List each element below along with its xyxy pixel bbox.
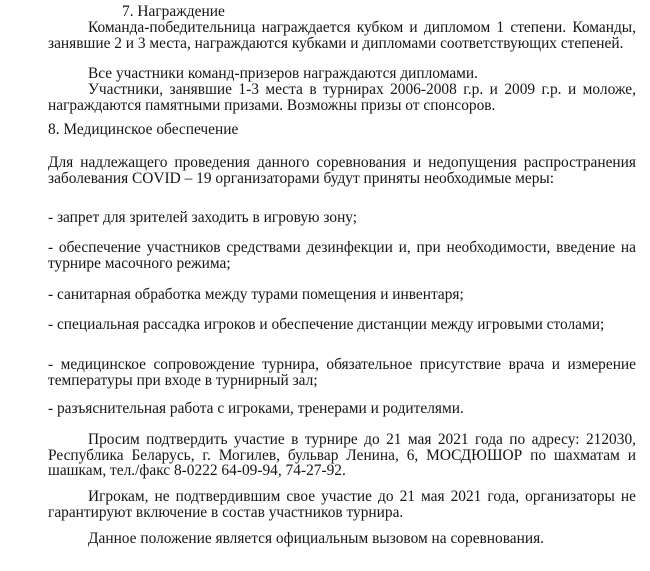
measure-item: - санитарная обработка между турами помещения и инвентаря; — [48, 286, 464, 303]
section-7-paragraph-3: Участники, занявшие 1-3 места в турнирах 2006-2008 г.р. и 2009 г.р. и моложе, награждаются памятными призами. Возможны призы от спонсоров. — [48, 81, 636, 114]
official-call-paragraph: Данное положение является официальным вызовом на соревнования. — [88, 530, 545, 547]
confirmation-paragraph: Просим подтвердить участие в турнире до 21 мая 2021 года по адресу: 212030, Республика Беларусь, г. Могилев, бульвар Ленина, 6, МОСДЮШОР по шахматам и шашкам, тел./факс 8-0222 64-09-94, 74-27-92. — [48, 431, 636, 480]
warning-paragraph: Игрокам, не подтвердившим свое участие до 21 мая 2021 года, организаторы не гарантируют включение в состав участников турнира. — [48, 488, 636, 521]
measure-item: - медицинское сопровождение турнира, обязательное присутствие врача и измерение температуры при входе в турнирный зал; — [48, 356, 636, 389]
measure-item: - специальная рассадка игроков и обеспечение дистанции между игровыми столами; — [48, 316, 605, 333]
section-8-intro: Для надлежащего проведения данного соревнования и недопущения распространения заболевания COVID – 19 организаторами будут приняты необходимые меры: — [48, 154, 636, 187]
measure-item: - запрет для зрителей заходить в игровую зону; — [48, 209, 358, 226]
section-8-heading: 8. Медицинское обеспечение — [48, 121, 239, 138]
measure-item: - обеспечение участников средствами дезинфекции и, при необходимости, введение на турнире масочного режима; — [48, 239, 636, 272]
section-7-paragraph-1: Команда-победительница награждается кубком и дипломом 1 степени. Команды, занявшие 2 и 3 места, награждаются кубками и дипломами соответствующих степеней. — [48, 19, 636, 52]
section-7-heading: 7. Награждение — [122, 3, 225, 20]
measure-item: - разъяснительная работа с игроками, тренерами и родителями. — [48, 400, 464, 417]
section-7-paragraph-2: Все участники команд-призеров награждаются дипломами. — [88, 65, 479, 82]
